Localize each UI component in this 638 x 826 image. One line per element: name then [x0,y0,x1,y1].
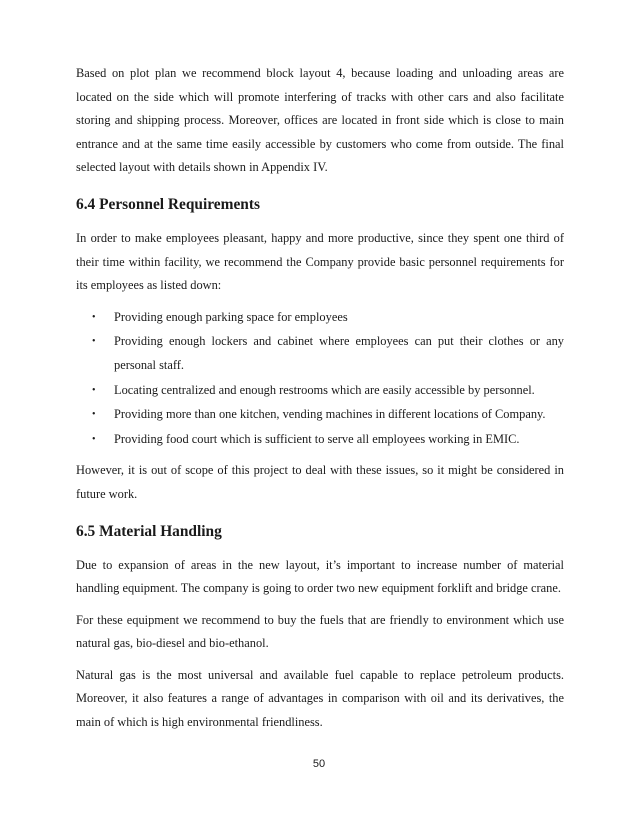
list-item [76,428,564,452]
list-item [76,379,564,403]
list-item [76,403,564,427]
list-item [76,306,564,330]
section-heading-personnel-requirements: 6.4 Personnel Requirements [76,195,260,213]
list-item-text: Providing enough lockers and cabinet where employees can put their clothes or any personal staff. [114,334,564,372]
section-heading-material-handling: 6.5 Material Handling [76,522,222,540]
document-page [76,62,564,735]
material-handling-paragraph-3: Natural gas is the most universal and available fuel capable to replace petroleum products. Moreover, it also features a range of advantages in comparison with oil and its derivatives, the main of which is high environmental friendliness. [76,667,564,730]
list-item-text: Providing more than one kitchen, vending machines in different locations of Company. [114,407,546,422]
personnel-closing-paragraph: However, it is out of scope of this project to deal with these issues, so it might be considered in future work. [76,463,564,501]
page-number: 50 [312,758,326,770]
list-item-text: Locating centralized and enough restrooms which are easily accessible by personnel. [114,382,535,397]
material-handling-paragraph-1: Due to expansion of areas in the new layout, it’s important to increase number of material handling equipment. The company is going to order two new equipment forklift and bridge crane. [76,557,564,596]
bullet-icon: • [92,336,96,348]
personnel-requirements-list [76,306,564,452]
list-item-text: Providing food court which is sufficient to serve all employees working in EMIC. [114,431,520,446]
personnel-intro-paragraph: In order to make employees pleasant, happy and more productive, since they spent one third of their time within facility, we recommend the Company provide basic personnel requirements for its employees as listed down: [76,230,564,293]
intro-paragraph: Based on plot plan we recommend block layout 4, because loading and unloading areas are located on the side which will promote interfering of tracks with other cars and also facilitate storing and shipping process. Moreover, offices are located in front side which is close to main entrance and at the same time easily accessible by customers who come from outside. The final selected layout with details shown in Appendix IV. [76,66,564,175]
bullet-icon: • [92,409,96,421]
list-item [76,330,564,377]
bullet-icon: • [92,433,96,445]
material-handling-paragraph-2: For these equipment we recommend to buy the fuels that are friendly to environment which use natural gas, bio-diesel and bio-ethanol. [76,612,564,651]
bullet-icon: • [92,311,96,323]
bullet-icon: • [92,384,96,396]
list-item-text: Providing enough parking space for employees [114,309,348,324]
